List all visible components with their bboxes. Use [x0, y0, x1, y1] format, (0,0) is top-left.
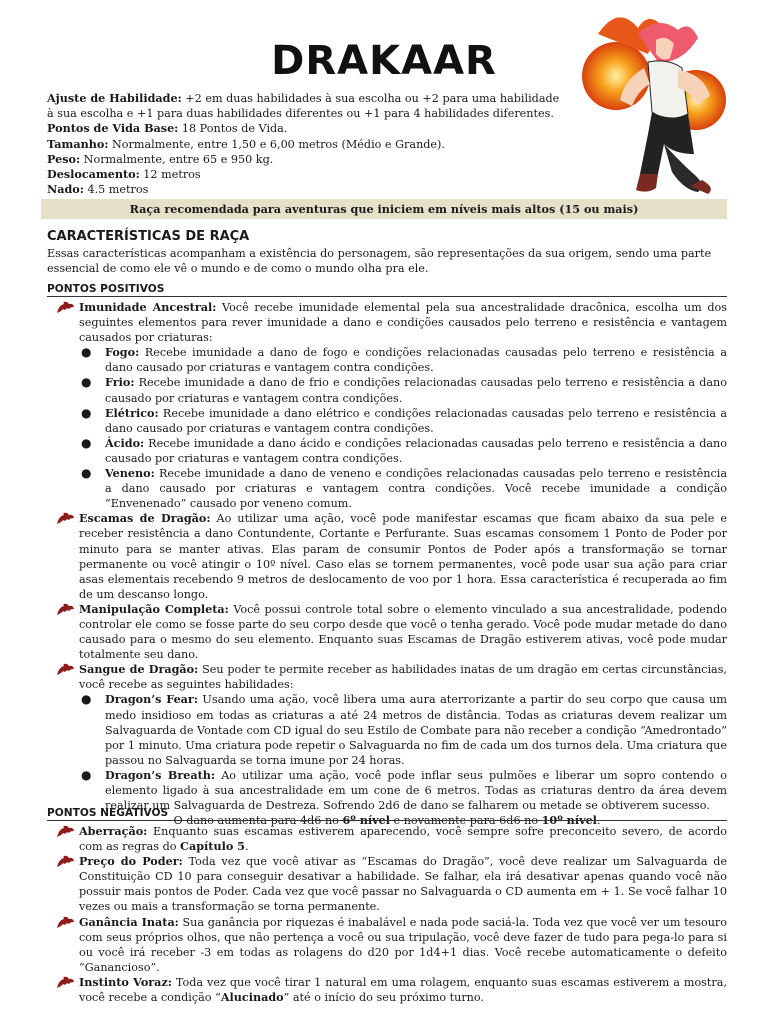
- character-illustration: [578, 4, 730, 200]
- dragon-bullet-icon: [55, 301, 75, 315]
- dragon-bullet-icon: [55, 916, 75, 930]
- subtrait-dragons-fear: ● Dragon’s Fear: Usando uma ação, você libera uma aura aterrorizante a partir do seu corpo que causa um medo insidioso em todas as criaturas a até 24 metros de distância. Todas as criaturas devem realizar um Salvaguarda de Vontade com CD igual do seu Estilo de Combate para não receber a condição “Amedrontado” por 1 minuto. Uma criatura pode repetir o Salvaguarda no fim de cada um dos turnos dela. Uma criatura que passou no Salvaguarda se torna imune por 24 horas.: [81, 692, 728, 767]
- trait-escamas: Escamas de Dragão: Ao utilizar uma ação, você pode manifestar escamas que ficam abaixo da sua pele e receber resistência a dano Contundente, Cortante e Perfurante. Suas escamas consomem 1 Ponto de Poder por minuto para se manter ativas. Elas param de consumir Pontos de Poder após a transformação se tornar permanente ou você atingir o 10º nível. Caso elas se tornem permanentes, você pode usar sua ação para criar asas elementais recebendo 9 metros de deslocamento de voo por 1 hora. Essa característica é recuperada ao fim de um descanso longo.: [47, 511, 727, 602]
- trait-preco-do-poder: Preço do Poder: Toda vez que você ativar as “Escamas do Dragão”, você deve realizar um Salvaguarda de Constituição CD 10 para conseguir desativar a habilidade. Se falhar, ela irá desativar apenas quando você não possuir mais pontos de Poder. Cada vez que você passar no Salvaguarda o CD aumenta em + 1. Se você falhar 10 vezes ou mais a transformação se torna permanente.: [47, 854, 727, 914]
- subtrait-veneno: ● Veneno: Recebe imunidade a dano de veneno e condições relacionadas causadas pelo terreno e resistência a dano causado por criaturas e vantagem contra condições. Você recebe imunidade a condição “Envenenado” causado por veneno comum.: [81, 466, 727, 511]
- positive-list: [47, 300, 727, 828]
- section-title: CARACTERÍSTICAS DE RAÇA: [47, 229, 250, 244]
- trait-aberracao: Aberração: Enquanto suas escamas estiverem aparecendo, você sempre sofre preconceito severo, de acordo com as regras do Capítulo 5.: [47, 824, 727, 854]
- recommendation-banner: Raça recomendada para aventuras que iniciem em níveis mais altos (15 ou mais): [41, 199, 727, 219]
- stat-hp: Pontos de Vida Base: 18 Pontos de Vida.: [47, 121, 288, 136]
- stats-block: [47, 91, 567, 197]
- dragon-bullet-icon: [55, 976, 75, 990]
- bullet-dot-icon: ●: [81, 375, 92, 390]
- trait-manipulacao: Manipulação Completa: Você possui controle total sobre o elemento vinculado a sua ancestralidade, podendo controlar ele como se fosse parte do seu corpo desde que você o tenha gerado. Você pode mudar metade do dano causado para o mesmo do seu elemento. Enquanto suas Escamas de Dragão estiverem ativas, você pode mudar totalmente seu dano.: [47, 602, 727, 662]
- bullet-dot-icon: ●: [81, 345, 92, 360]
- page-title: DRAKAAR: [271, 38, 497, 84]
- bullet-dot-icon: ●: [81, 435, 92, 450]
- bullet-dot-icon: ●: [81, 692, 92, 707]
- trait-imunidade: Imunidade Ancestral: Você recebe imunidade elemental pela sua ancestralidade dracônica, escolha um dos seguintes elementos para rever imunidade a dano e condições causados pelo terreno e resistência e vantagem causados por criaturas:: [47, 300, 727, 345]
- positive-heading: PONTOS POSITIVOS: [47, 283, 727, 297]
- stat-ability: Ajuste de Habilidade: +2 em duas habilidades à sua escolha ou +2 para uma habilidade à sua escolha e +1 para duas habilidades diferentes ou +1 para 4 habilidades diferentes.: [47, 91, 560, 121]
- dragon-bullet-icon: [55, 512, 75, 526]
- dragon-bullet-icon: [55, 603, 75, 617]
- bullet-dot-icon: ●: [81, 405, 92, 420]
- trait-ganancia-inata: Ganância Inata: Sua ganância por riquezas é inabalável e nada pode saciá-la. Toda vez que você ver um tesouro com seus próprios olhos, que não pertença a você ou sua tripulação, você deve fazer de tudo para pega-lo para si ou você irá receber -3 em todas as rolagens do d20 por 1d4+1 dias. Você recebe automaticamente o defeito “Ganancioso”.: [47, 915, 727, 975]
- trait-sangue: Sangue de Dragão: Seu poder te permite receber as habilidades inatas de um dragão em certas circunstâncias, você recebe as seguintes habilidades:: [47, 662, 727, 692]
- dragon-bullet-icon: [55, 825, 75, 839]
- subtrait-dragons-breath: ● Dragon’s Breath: Ao utilizar uma ação, você pode inflar seus pulmões e liberar um sopro contendo o elemento ligado à sua ancestralidade em um cone de 6 metros. Todas as criaturas dentro da área devem realizar um Salvaguarda de Destreza. Sofrendo 2d6 de dano se falharem ou metade se obtiverem sucesso.: [81, 767, 727, 813]
- stat-weight: Peso: Normalmente, entre 65 e 950 kg.: [47, 151, 274, 166]
- dragon-bullet-icon: [55, 663, 75, 677]
- stat-speed: Deslocamento: 12 metros: [47, 167, 201, 182]
- bullet-dot-icon: ●: [81, 466, 92, 481]
- section-intro: Essas características acompanham a existência do personagem, são representações da sua origem, sendo uma parte essencial de como ele vê o mundo e de como o mundo olha pra ele.: [47, 247, 712, 276]
- subtrait-fogo: ● Fogo: Recebe imunidade a dano de fogo e condições relacionadas causadas pelo terreno e resistência a dano causado por criaturas e vantagem contra condições.: [81, 345, 727, 375]
- negative-heading: PONTOS NEGATIVOS: [47, 807, 727, 821]
- subtrait-frio: ● Frio: Recebe imunidade a dano de frio e condições relacionadas causadas pelo terreno e resistência a dano causado por criaturas e vantagem contra condições.: [81, 375, 727, 405]
- subtrait-eletrico: ● Elétrico: Recebe imunidade a dano elétrico e condições relacionadas causadas pelo terreno e resistência a dano causado por criaturas e vantagem contra condições.: [81, 405, 727, 435]
- damage-scaling-note: O dano aumenta para 4d6 no 6º nível e novamente para 6d6 no 10º nível.: [173, 813, 601, 828]
- trait-instinto-voraz: Instinto Voraz: Toda vez que você tirar 1 natural em uma rolagem, enquanto suas escamas estiverem a mostra, você recebe a condição “Alucinado” até o início do seu próximo turno.: [47, 975, 727, 1005]
- dragon-bullet-icon: [55, 855, 75, 869]
- bullet-dot-icon: ●: [81, 767, 92, 782]
- subtrait-acido: ● Ácido: Recebe imunidade a dano ácido e condições relacionadas causadas pelo terreno e resistência a dano causado por criaturas e vantagem contra condições.: [81, 435, 727, 465]
- negative-list: [47, 824, 727, 1005]
- stat-size: Tamanho: Normalmente, entre 1,50 e 6,00 metros (Médio e Grande).: [47, 136, 445, 151]
- stat-swim: Nado: 4.5 metros: [47, 182, 149, 197]
